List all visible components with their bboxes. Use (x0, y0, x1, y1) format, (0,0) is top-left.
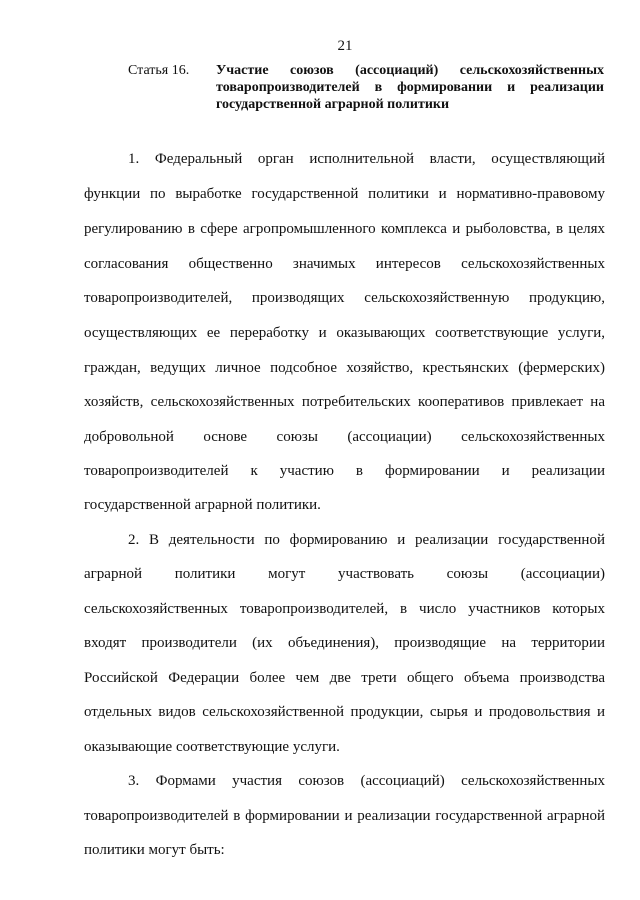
article-title-line: товаропроизводителей в формировании и реализации (216, 80, 604, 95)
paragraph-1-line: согласования общественно значимых интересов сельскохозяйственных (84, 256, 605, 272)
paragraph-1-line: функции по выработке государственной политики и нормативно-правовому (84, 186, 605, 202)
paragraph-1-line: государственной аграрной политики. (84, 497, 321, 513)
paragraph-3-line: политики могут быть: (84, 842, 225, 858)
paragraph-1-line: товаропроизводителей, производящих сельскохозяйственную продукцию, (84, 290, 605, 306)
paragraph-1-line: хозяйств, сельскохозяйственных потребительских кооперативов привлекает на (84, 394, 605, 410)
article-title-line: государственной аграрной политики (216, 97, 450, 112)
paragraph-1-line: регулированию в сфере агропромышленного комплекса и рыболовства, в целях (84, 221, 605, 237)
paragraph-1-line: 1. Федеральный орган исполнительной власти, осуществляющий (128, 151, 605, 167)
paragraph-2-line: отдельных видов сельскохозяйственной продукции, сырья и продовольствия и (84, 704, 605, 720)
paragraph-1-line: граждан, ведущих личное подсобное хозяйство, крестьянских (фермерских) (84, 360, 605, 376)
paragraph-2-line: Российской Федерации более чем две трети общего объема производства (84, 670, 605, 686)
paragraph-2-line: 2. В деятельности по формированию и реализации государственной (128, 532, 605, 548)
paragraph-1-line: осуществляющих ее переработку и оказывающих соответствующие услуги, (84, 325, 605, 341)
article-number: Статья 16. (128, 63, 190, 78)
paragraph-1-line: добровольной основе союзы (ассоциации) сельскохозяйственных (84, 429, 605, 445)
paragraph-1-line: товаропроизводителей к участию в формировании и реализации (84, 463, 605, 479)
paragraph-2-line: аграрной политики могут участвовать союзы (ассоциации) (84, 566, 605, 582)
page-number: 21 (337, 38, 353, 54)
paragraph-2-line: входят производители (их объединения), производящие на территории (84, 635, 605, 651)
paragraph-3-line: 3. Формами участия союзов (ассоциаций) сельскохозяйственных (128, 773, 605, 789)
article-title-line: Участие союзов (ассоциаций) сельскохозяйственных (216, 63, 604, 78)
paragraph-2-line: оказывающие соответствующие услуги. (84, 739, 340, 755)
paragraph-2-line: сельскохозяйственных товаропроизводителей, в число участников которых (84, 601, 605, 617)
article-title (216, 62, 604, 113)
paragraph-3-line: товаропроизводителей в формировании и реализации государственной аграрной (84, 808, 605, 824)
